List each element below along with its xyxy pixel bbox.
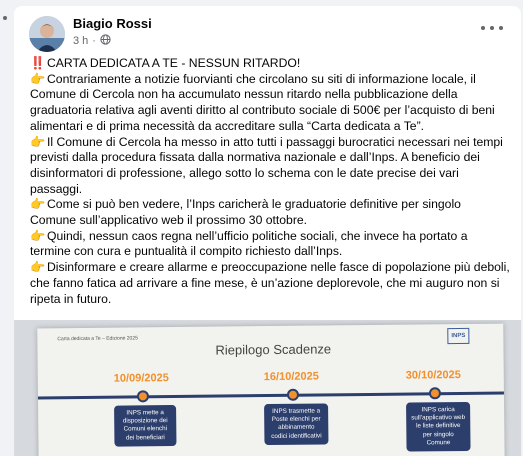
post-header [14, 6, 521, 56]
dot-icon [499, 26, 503, 30]
step-box: INPS trasmette a Poste elenchi per abbinamento codici identificativi [264, 403, 328, 444]
pointing-hand-icon: 👉 [30, 197, 46, 212]
paragraph-text: Disinformare e creare allarme e preoccupazione nelle fasce di popolazione più deboli, che fanno fatica ad arrivare a fine mese, è un’azione deplorevole, che mi auguro non si ripeta in futuro. [30, 260, 510, 306]
sidebar-dot [3, 16, 7, 20]
paragraph-text: Contrariamente a notizie fuorvianti che circolano su siti di informazione locale, il Comune di Cercola non ha accumulato nessun ritardo nella pubblicazione della graduatoria relativa agli aventi diritto al contributo sociale di 500€ per l’acquisto di beni alimentari e di prima necessità da accreditare sulla “Carta dedicata a Te”. [30, 71, 495, 133]
more-options-button[interactable] [481, 20, 503, 36]
paragraph-text: Il Comune di Cercola ha messo in atto tutti i passaggi burocratici necessari nei tempi previsti dalla procedura fissata dalla normativa nazionale e dall’Inps. A beneficio dei disinformatori di professione, allego sotto lo schema con le date precise dei vari passaggi. [30, 134, 503, 196]
globe-icon [100, 34, 111, 48]
paragraph-text: Quindi, nessun caos regna nell’ufficio politiche sociali, che invece ha portato a termine con cura e puntualità il compito richiesto dall’Inps. [30, 228, 468, 259]
meta-separator: · [92, 35, 96, 47]
author-name[interactable]: Biagio Rossi [73, 16, 152, 31]
paragraph-text: CARTA DEDICATA A TE - NESSUN RITARDO! [47, 56, 301, 70]
left-sidebar-strip [0, 0, 14, 456]
post-paragraph [30, 260, 510, 307]
pointing-hand-icon: 👉 [30, 71, 46, 86]
post-card [14, 6, 521, 456]
post-text [30, 56, 510, 307]
poster-title: Riepilogo Scadenze [215, 341, 332, 358]
poster-caption: Carta dedicata a Te – Edizione 2025 [57, 335, 138, 343]
post-meta [73, 34, 111, 48]
post-paragraph [30, 197, 510, 228]
dot-icon [490, 26, 494, 30]
step-box: INPS carica sull’applicativo web le liste definitive per singolo Comune [406, 402, 471, 452]
avatar-photo [29, 16, 65, 52]
step-date: 10/09/2025 [113, 372, 169, 385]
post-paragraph [30, 135, 510, 198]
post-paragraph [30, 229, 510, 260]
double-exclamation-icon: ‼️ [30, 56, 46, 70]
dot-icon [481, 26, 485, 30]
post-time[interactable]: 3 h [73, 35, 89, 47]
post-paragraph [30, 72, 510, 135]
pointing-hand-icon: 👉 [30, 260, 46, 275]
step-box: INPS mette a disposizione dei Comuni elenchi dei beneficiari [114, 405, 176, 446]
inps-logo: INPS [447, 328, 469, 344]
timeline-node [137, 390, 149, 402]
step-date: 16/10/2025 [263, 370, 319, 384]
deadlines-poster [37, 324, 505, 456]
avatar[interactable] [29, 16, 65, 52]
post-image[interactable] [14, 320, 521, 456]
paragraph-text: Come si può ben vedere, l’Inps caricherà le graduatorie definitive per singolo Comune sull’applicativo web il prossimo 30 ottobre. [30, 197, 461, 228]
timeline-node [287, 389, 299, 401]
pointing-hand-icon: 👉 [30, 228, 46, 243]
pointing-hand-icon: 👉 [30, 134, 46, 149]
step-date: 30/10/2025 [405, 369, 461, 382]
post-paragraph [30, 56, 510, 72]
timeline-node [429, 387, 441, 399]
